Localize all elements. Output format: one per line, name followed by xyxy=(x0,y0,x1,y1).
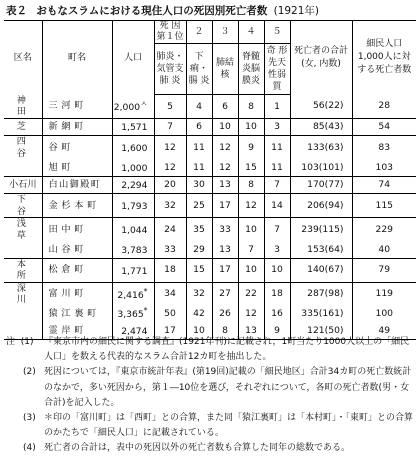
population-cell xyxy=(112,258,154,282)
rank2-cell: 11 xyxy=(186,136,212,160)
rank3-cell: 12 xyxy=(212,159,238,176)
note-2-number: (2) xyxy=(23,367,36,378)
total-cell xyxy=(290,306,352,323)
rank2-cell: 15 xyxy=(186,258,212,282)
rank1-cell: 33 xyxy=(154,241,186,258)
rank4-cell: 8 xyxy=(238,95,264,119)
header-ward: 区名 xyxy=(13,52,32,63)
note-1-number: (1) xyxy=(20,337,34,347)
table-row xyxy=(4,241,416,258)
rate-cell: 229 xyxy=(352,218,416,242)
population-value: 3,783 xyxy=(121,245,148,257)
rank3-cell: 27 xyxy=(212,282,238,306)
rank3-cell: 17 xyxy=(212,194,238,218)
rank3-cell: 8 xyxy=(212,322,238,339)
town-cell: 松倉町 xyxy=(42,258,112,282)
note-1-label xyxy=(6,335,34,350)
total-value: 206( xyxy=(307,199,329,211)
ward-cell: 小石川 xyxy=(4,176,42,194)
ward-cell xyxy=(4,241,42,258)
ward-cell: 四 谷 xyxy=(16,136,41,159)
note-1-text: 『東京市内の細民に関する調査』(1921年刊)に記載され，1町当たり1000人以上の「細民人口」を数える代表的なスラム合計12カ町を抽出した。 xyxy=(44,337,410,363)
header-rate: 細民人口1,000人に対する死亡者数 xyxy=(352,21,416,95)
rank1-cell: 50 xyxy=(154,306,186,323)
town-cell: 富川町 xyxy=(42,282,112,306)
header-rank2: ２ xyxy=(186,21,212,44)
town-cell: 金杉本町 xyxy=(42,194,112,218)
table-body xyxy=(4,95,416,340)
population-cell xyxy=(112,118,154,136)
rate-cell: 49 xyxy=(352,322,416,339)
rank1-cell: 7 xyxy=(154,118,186,136)
rate-cell: 79 xyxy=(352,258,416,282)
population-mark: * xyxy=(143,306,148,316)
total-cell xyxy=(290,258,352,282)
rate-cell: 115 xyxy=(352,194,416,218)
total-value: 140( xyxy=(307,264,329,276)
total-value: 170( xyxy=(307,179,329,190)
rank3-cell: 6 xyxy=(212,95,238,119)
rank1-cell: 24 xyxy=(154,218,186,242)
rank4-cell: 8 xyxy=(238,176,264,194)
female-value: 98) xyxy=(328,288,344,300)
population-value: 2,000 xyxy=(113,101,141,113)
ward-cell: 浅 草 xyxy=(16,218,41,241)
rank4-cell: 12 xyxy=(238,194,264,218)
rank3-cell: 13 xyxy=(212,176,238,194)
population-value: 1,771 xyxy=(121,265,148,277)
total-value: 153( xyxy=(307,243,329,255)
rank3-cell: 26 xyxy=(212,306,238,323)
header-rank4: ４ xyxy=(238,21,264,44)
rank2-cell: 29 xyxy=(186,241,212,258)
total-value: 287( xyxy=(307,288,329,300)
table-row xyxy=(4,136,416,160)
female-value: 115) xyxy=(322,223,344,235)
ward-cell: 下 谷 xyxy=(4,194,42,218)
rank5-cell: 18 xyxy=(264,282,290,306)
header-rank3: ３ xyxy=(212,21,238,44)
population-cell xyxy=(112,282,154,306)
rank2-cell: 6 xyxy=(186,118,212,136)
population-value: 1,571 xyxy=(121,122,148,134)
total-value: 56( xyxy=(312,100,329,112)
town-cell: 田中町 xyxy=(42,218,112,242)
rank1-cell: 17 xyxy=(154,322,186,339)
rank4-cell: 10 xyxy=(238,118,264,136)
population-value: 1,044 xyxy=(121,225,148,237)
female-value: 161) xyxy=(322,308,344,319)
table-row xyxy=(4,95,416,119)
rate-cell: 83 xyxy=(352,136,416,160)
population-mark: ㅅ xyxy=(140,98,148,108)
header-rank2-cause: 下痢・腸 炎 xyxy=(186,44,212,95)
rank1-cell: 5 xyxy=(154,95,186,119)
header-rank1 xyxy=(154,21,186,44)
total-cell xyxy=(290,218,352,242)
header-town: 町名 xyxy=(42,21,112,95)
table-row xyxy=(4,218,416,242)
header-rank3-cause: 肺結核 xyxy=(212,44,238,95)
total-value: 85( xyxy=(312,121,329,132)
population-value: 3,365 xyxy=(117,309,144,321)
female-value: 67) xyxy=(328,264,344,276)
town-cell: 白山御殿町 xyxy=(42,176,112,194)
header-rank5-cause: 奇 形先天性弱 質 xyxy=(264,44,290,95)
total-value: 239( xyxy=(301,223,323,235)
note-3-number: (3) xyxy=(23,413,36,424)
rank3-cell: 13 xyxy=(212,241,238,258)
total-cell xyxy=(290,159,352,176)
rank2-cell: 4 xyxy=(186,95,212,119)
rank4-cell: 7 xyxy=(238,241,264,258)
female-value: 63) xyxy=(328,141,344,153)
population-cell xyxy=(112,159,154,176)
death-statistics-table xyxy=(4,20,416,340)
rank2-cell: 35 xyxy=(186,218,212,242)
rate-cell: 40 xyxy=(352,241,416,258)
population-value: 1,600 xyxy=(121,143,148,155)
town-cell: 山谷町 xyxy=(42,241,112,258)
table-row xyxy=(4,176,416,194)
note-1 xyxy=(6,335,414,365)
population-cell xyxy=(112,241,154,258)
total-value: 103( xyxy=(301,161,323,173)
female-value: 94) xyxy=(328,199,344,211)
population-cell xyxy=(112,306,154,323)
population-cell xyxy=(112,136,154,160)
rank1-cell: 12 xyxy=(154,136,186,160)
population-value: 1,793 xyxy=(121,201,148,213)
female-value: 43) xyxy=(328,121,344,132)
rank4-cell: 9 xyxy=(238,136,264,160)
ward-cell xyxy=(4,159,42,176)
rank2-cell: 42 xyxy=(186,306,212,323)
rank3-cell: 10 xyxy=(212,118,238,136)
rank5-cell: 3 xyxy=(264,118,290,136)
table-title-text: おもなスラムにおける現住人口の死因別死亡者数 xyxy=(36,5,268,17)
header-rank1-cause: 肺炎・気管支肺 炎 xyxy=(154,44,186,95)
ward-cell: 神 田 xyxy=(4,95,42,119)
total-cell xyxy=(290,95,352,119)
rate-cell: 54 xyxy=(352,118,416,136)
notes-label: 注 xyxy=(6,337,16,347)
rank1-cell: 18 xyxy=(154,258,186,282)
rank5-cell: 7 xyxy=(264,176,290,194)
town-cell: 新網町 xyxy=(42,118,112,136)
table-row xyxy=(4,118,416,136)
total-cell xyxy=(290,194,352,218)
header-rank5: ５ xyxy=(264,21,290,44)
rate-cell: 28 xyxy=(352,95,416,119)
ward-cell: 深 川 xyxy=(16,282,41,305)
ward-cell xyxy=(4,306,42,323)
female-value: 50) xyxy=(328,324,344,336)
note-4-number: (4) xyxy=(23,443,36,454)
population-value: 1,000 xyxy=(121,163,148,175)
rank5-cell: 16 xyxy=(264,306,290,323)
rank4-cell: 10 xyxy=(238,258,264,282)
rank1-cell: 32 xyxy=(154,194,186,218)
rank2-cell: 30 xyxy=(186,176,212,194)
total-cell xyxy=(290,176,352,194)
town-cell: 三河町 xyxy=(42,95,112,119)
table-header xyxy=(4,21,416,95)
rank2-cell: 25 xyxy=(186,194,212,218)
table-row xyxy=(4,258,416,282)
table-row xyxy=(4,282,416,306)
rank5-cell: 7 xyxy=(264,218,290,242)
rank5-cell: 3 xyxy=(264,241,290,258)
rank5-cell: 14 xyxy=(264,194,290,218)
rank2-cell: 32 xyxy=(186,282,212,306)
population-cell xyxy=(112,194,154,218)
rank5-cell: 9 xyxy=(264,322,290,339)
rank5-cell: 11 xyxy=(264,159,290,176)
note-4-text: 死亡者の合計は，表中の死因以外の死亡者数も合算した同年の総数である。 xyxy=(44,443,351,454)
rank4-cell: 10 xyxy=(238,218,264,242)
note-4 xyxy=(6,441,414,456)
female-value: 64) xyxy=(328,243,344,255)
notes-section xyxy=(6,335,414,457)
population-mark: * xyxy=(143,286,148,296)
note-2-text: 死因については，『東京市統計年表』(第19回)記載の「細民地区」合計34カ町の死亡数統計のなかで，多い死因から，第１―10位を選び，それぞれについて，各町の死亡者数(男・女合計)を記入した。 xyxy=(44,367,412,408)
rank5-cell: 11 xyxy=(264,136,290,160)
rank3-cell: 12 xyxy=(212,136,238,160)
population-value: 2,474 xyxy=(121,326,148,338)
total-value: 335( xyxy=(301,308,323,319)
rate-cell: 74 xyxy=(352,176,416,194)
town-cell: 旭町 xyxy=(42,159,112,176)
rank5-cell: 1 xyxy=(264,95,290,119)
rank5-cell: 10 xyxy=(264,258,290,282)
total-cell xyxy=(290,136,352,160)
note-2 xyxy=(6,365,414,411)
note-3-text: ＊印の「富川町」は「西町」との合算，また同「猿江裏町」は「本村町」・「東町」との合算のかたちで「細民人口」に記載されている。 xyxy=(44,413,414,439)
rank1-cell: 34 xyxy=(154,282,186,306)
rate-cell: 100 xyxy=(352,306,416,323)
header-rank4-cause: 脊髄炎脳 膜炎 xyxy=(238,44,264,95)
total-cell xyxy=(290,118,352,136)
rank3-cell: 17 xyxy=(212,258,238,282)
population-cell xyxy=(112,176,154,194)
table-row xyxy=(4,306,416,323)
total-value: 133( xyxy=(307,141,329,153)
female-value: 101) xyxy=(322,161,344,173)
population-cell xyxy=(112,218,154,242)
rank1-cell: 12 xyxy=(154,159,186,176)
header-rank-top: 死 因 xyxy=(159,21,181,31)
rank4-cell: 12 xyxy=(238,306,264,323)
town-cell: 猿江裏町 xyxy=(42,306,112,323)
rank3-cell: 33 xyxy=(212,218,238,242)
town-cell: 谷町 xyxy=(42,136,112,160)
table-number: 表２ xyxy=(6,5,27,17)
rank1-cell: 20 xyxy=(154,176,186,194)
ward-cell: 芝 xyxy=(4,118,42,136)
header-total: 死亡者の合計(女, 内数) xyxy=(290,21,352,95)
rank4-cell: 22 xyxy=(238,282,264,306)
header-population: 人口 xyxy=(112,21,154,95)
header-rank1-label: 第１位 xyxy=(156,32,184,42)
population-value: 2,294 xyxy=(121,180,148,192)
rank2-cell: 11 xyxy=(186,159,212,176)
total-value: 121( xyxy=(307,324,329,336)
town-cell: 霊岸町 xyxy=(42,322,112,339)
table-title xyxy=(6,3,319,18)
female-value: 77) xyxy=(328,179,344,190)
female-value: 22) xyxy=(328,100,344,112)
rate-cell: 103 xyxy=(352,159,416,176)
population-cell xyxy=(112,95,154,119)
rank2-cell: 10 xyxy=(186,322,212,339)
rate-cell: 119 xyxy=(352,282,416,306)
table-row xyxy=(4,159,416,176)
total-cell xyxy=(290,282,352,306)
ward-cell: 本 所 xyxy=(4,258,42,282)
note-3 xyxy=(6,411,414,441)
rank4-cell: 13 xyxy=(238,322,264,339)
table-year: (1921年) xyxy=(273,5,320,17)
population-value: 2,416 xyxy=(117,289,144,301)
rank4-cell: 15 xyxy=(238,159,264,176)
table-row xyxy=(4,194,416,218)
total-cell xyxy=(290,241,352,258)
